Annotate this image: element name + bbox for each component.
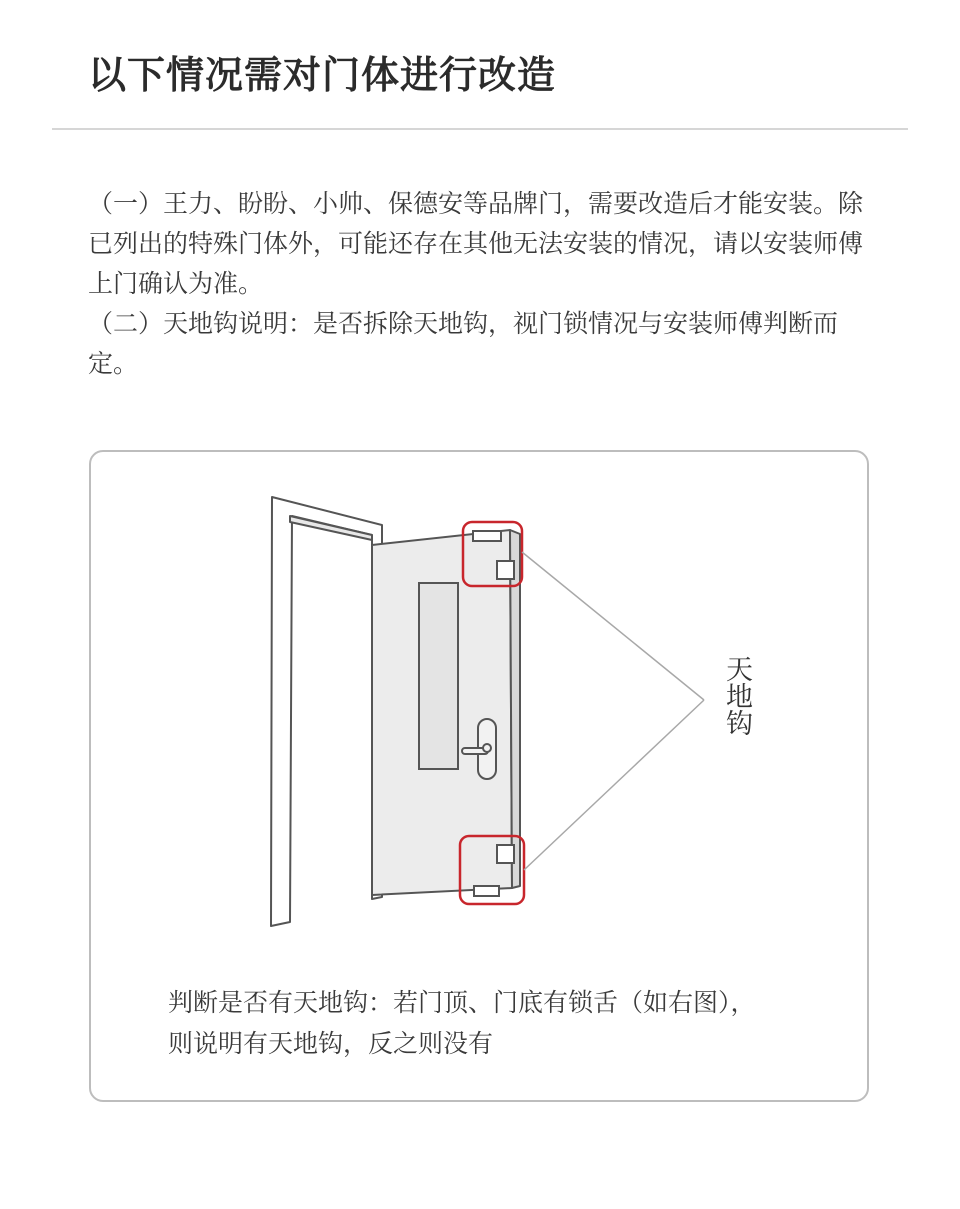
intro-text <box>88 184 878 384</box>
note-line-1: 判断是否有天地钩：若门顶、门底有锁舌（如右图）， <box>168 988 756 1017</box>
title-divider <box>52 128 908 130</box>
note-line-2: 则说明有天地钩，反之则没有 <box>168 1029 494 1058</box>
hook-callout-label: 天地钩 <box>721 655 752 736</box>
page-title: 以下情况需对门体进行改造 <box>88 53 557 97</box>
hook-judgement-note <box>168 982 828 1064</box>
intro-paragraph-hooks: （二）天地钩说明：是否拆除天地钩，视门锁情况与安装师傅判断而定。 <box>88 309 839 378</box>
intro-paragraph-brands: （一）王力、盼盼、小帅、保德安等品牌门，需要改造后才能安装。除已列出的特殊门体外，可能还存在其他无法安装的情况，请以安装师傅上门确认为准。 <box>88 189 864 298</box>
